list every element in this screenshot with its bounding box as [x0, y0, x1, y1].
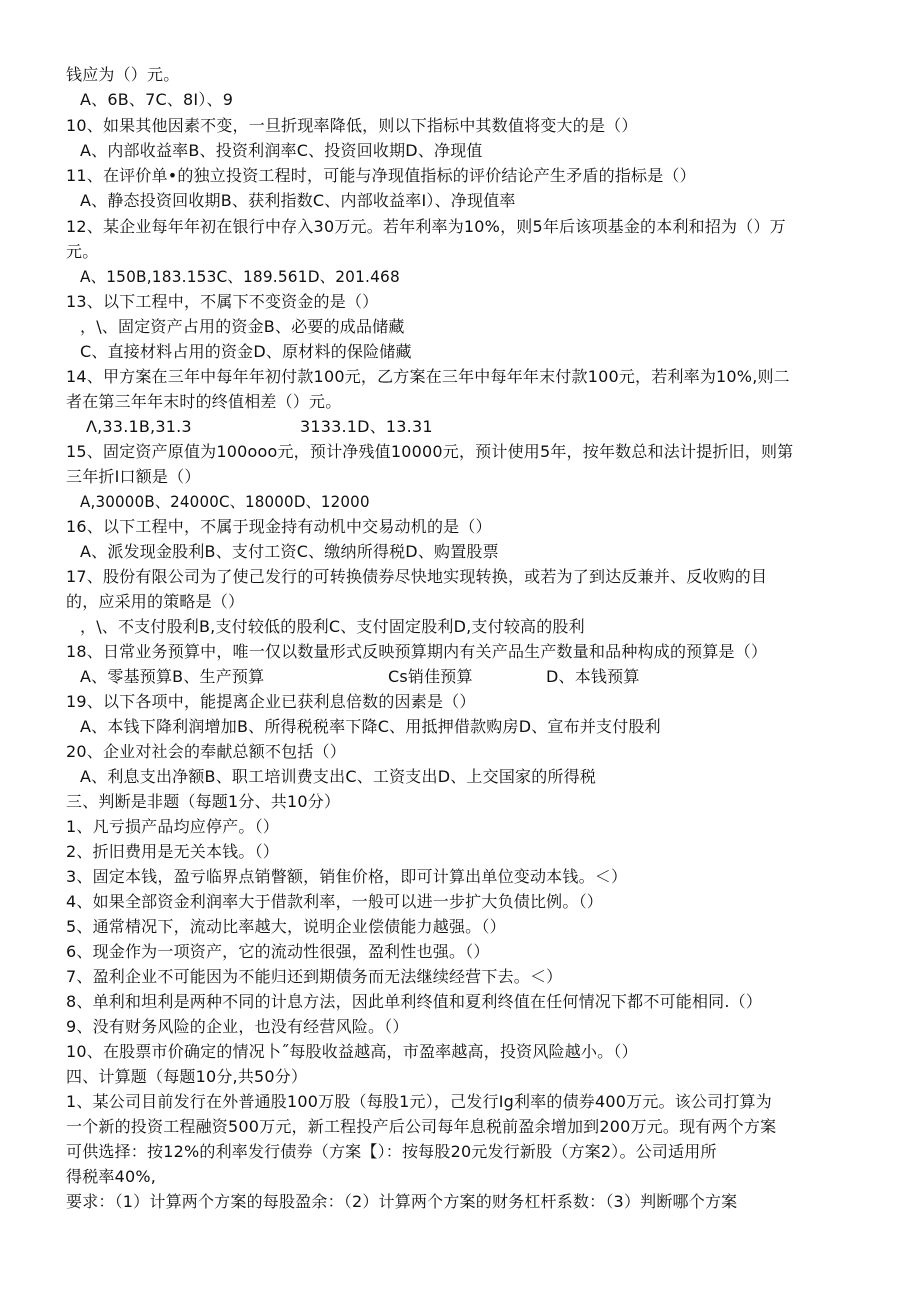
text-line: 者在第三年年末时的终值相差（）元。 [66, 392, 342, 411]
text-line: 16、以下工程中，不属于现金持有动机中交易动机的是（） [66, 517, 492, 536]
text-line: A、静态投资回收期B、获利指数C、内部收益率I）、净现值率 [80, 191, 516, 210]
text-line: 11、在评价单•的独立投资工程时，可能与净现值指标的评价结论产生矛盾的指标是（） [66, 166, 696, 185]
text-line: 一个新的投资工程融资500万元，新工程投产后公司每年息税前盈余增加到200万元。现有两个方案 [66, 1117, 777, 1136]
text-line: 8、单利和坦利是两种不同的计息方法，因此单利终值和夏利终值在任何情况下都不可能相同.（） [66, 992, 763, 1011]
text-line: 9、没有财务风险的企业，也没有经营风险。（） [66, 1017, 409, 1036]
text-line: A、零基预算B、生产预算 [80, 667, 265, 686]
text-line: 10、如果其他因素不变，一旦折现率降低，则以下指标中其数值将变大的是（） [66, 116, 638, 135]
text-line: Cs销佳预算 [388, 667, 473, 686]
text-line: 17、股份有限公司为了使己发行的可转换债券尽快地实现转换，或若为了到达反兼并、反收购的目 [66, 567, 768, 586]
text-line: 12、某企业每年年初在银行中存入30万元。若年利率为10%，则5年后该项基金的本利和招为（）万 [66, 217, 786, 236]
text-line: 10、在股票市价确定的情况卜˝每股收益越高，市盈率越高，投资风险越小。（） [66, 1042, 638, 1061]
section-heading: 三、判断是非题（每题1分、共10分） [66, 792, 341, 811]
text-line: ，\、固定资产占用的资金B、必要的成品储藏 [80, 317, 405, 336]
text-line: 14、甲方案在三年中每年年初付款100元，乙方案在三年中每年年末付款100元，若利率为10%,则二 [66, 367, 790, 386]
text-line: 13、以下工程中，不属下不变资金的是（） [66, 292, 379, 311]
text-line: 4、如果全部资金利润率大于借款利率，一般可以进一步扩大负债比例。（） [66, 892, 603, 911]
text-line: 可供选择：按12%的利率发行债券（方案【）：按每股20元发行新股（方案2）。公司适用所 [66, 1142, 717, 1161]
text-line: ，\、不支付股利B,支付较低的股利C、支付固定股利D,支付较高的股利 [80, 617, 585, 636]
text-line: 1、某公司目前发行在外普通股100万股（每股1元），己发行Ig利率的债券400万元。该公司打算为 [66, 1092, 772, 1111]
section-heading: 四、计算题（每题10分,共50分） [66, 1067, 308, 1086]
text-line: 元。 [66, 242, 99, 261]
text-line: 的，应采用的策略是（） [66, 592, 245, 611]
text-line: 5、通常棈况下，流动比率越大，说明企业偿债能力越强。（） [66, 917, 506, 936]
text-line: 3133.1D、13.31 [300, 417, 433, 436]
text-line: A、本钱下降利润增加B、所得税税率下降C、用抵押借款购房D、宣布并支付股利 [80, 717, 661, 736]
text-line: 7、盈利企业不可能因为不能归还到期债务而无法继续经营下去。＜） [66, 967, 563, 986]
text-line: D、本钱预算 [546, 667, 640, 686]
text-line: C、直接材料占用的资金D、原材料的保险储藏 [80, 342, 412, 361]
text-line: A、利息支出净额B、职工培训费支出C、工资支出D、上交国家的所得税 [80, 767, 597, 786]
text-line: A、150B,183.153C、189.561D、201.468 [80, 267, 400, 286]
text-line: 6、现金作为一项资产，它的流动性很强，盈利性也强。（） [66, 942, 490, 961]
text-line: 19、以下各项中，能提离企业已获利息倍数的因素是（） [66, 692, 476, 711]
text-line: 得税率40%, [66, 1167, 157, 1186]
text-line: 要求：（1）计算两个方案的每股盈余：（2）计算两个方案的财务杠杆系数：（3）判断哪个方案 [66, 1192, 738, 1211]
text-line: A、派发现金股利B、支付工资C、缴纳所得税D、购置股票 [80, 542, 499, 561]
text-line: 三年折I口额是（） [66, 467, 201, 486]
text-line: A,30000B、24000C、18000D、12000 [80, 492, 370, 511]
text-line: 2、折旧费用是无关本钱。（） [66, 842, 279, 861]
text-line: A、6B、7C、8I）、9 [80, 90, 234, 109]
text-line: 20、企业对社会的奉献总额不包括（） [66, 742, 346, 761]
text-line: 18、日常业务预算中，唯一仅以数量形式反映预算期内有关产品生产数量和品种构成的预算是（） [66, 642, 768, 661]
text-line: 3、固定本钱，盈亏临界点销瞥额，销隹价格，即可计算出单位变动本钱。＜） [66, 867, 628, 886]
text-line: A、内部收益率B、投资利润率C、投资回收期D、净现值 [80, 141, 483, 160]
text-line: 15、固定资产原值为100ooo元，预计净残值10000元，预计使用5年，按年数总和法计提折旧，则第 [66, 442, 794, 461]
text-line: 钱应为（）元。 [66, 65, 180, 84]
text-line: 1、凡亏损产品均应停产。（） [66, 817, 279, 836]
text-line: Λ,33.1B,31.3 [86, 417, 192, 436]
